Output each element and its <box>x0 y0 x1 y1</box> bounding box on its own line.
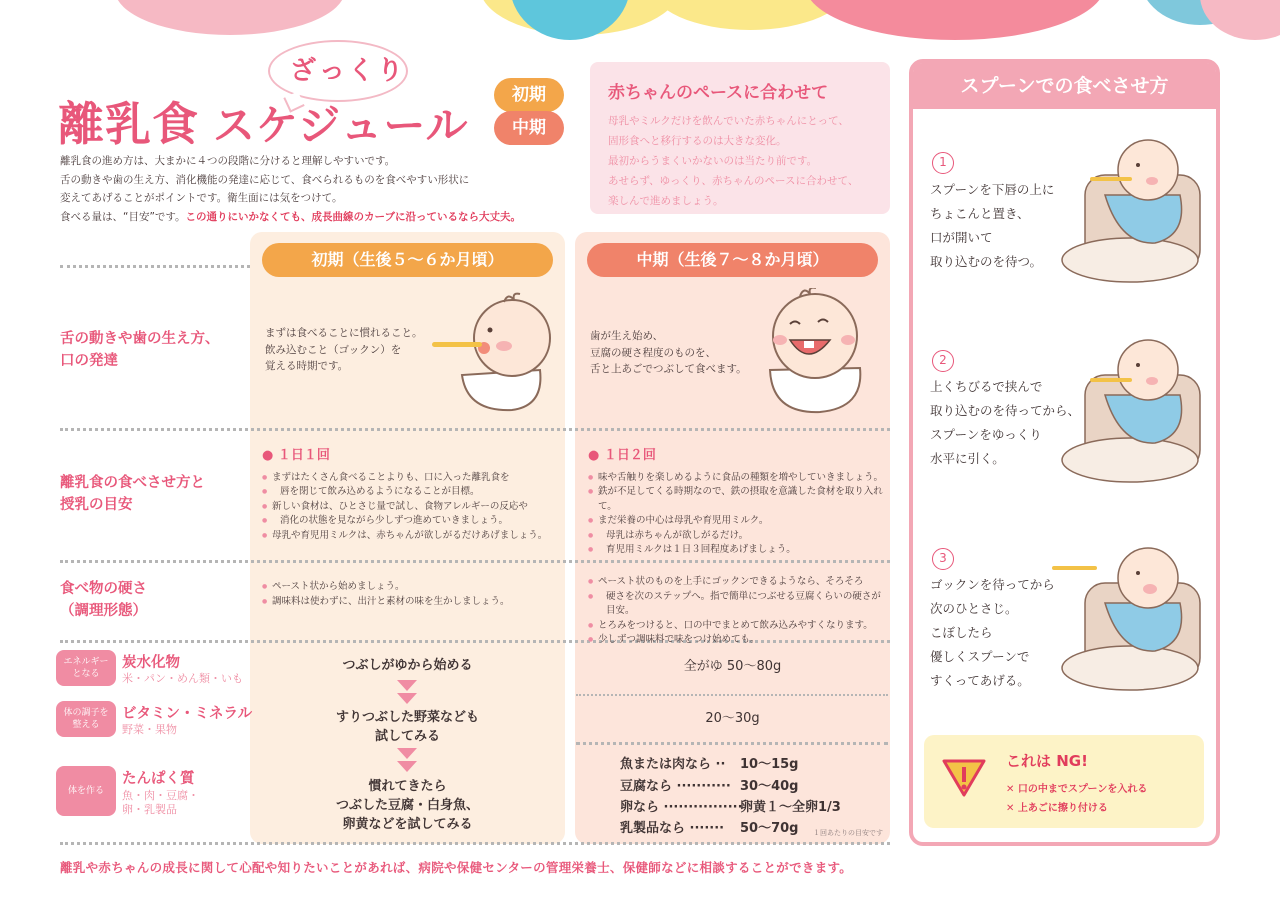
pace-line: 固形食へと移行するのは大きな変化。 <box>608 135 787 147</box>
list-item: ● 少しずつ調味料で味をつけ始めても。 <box>588 633 888 648</box>
early-feeding-lead: ● １日１回 <box>262 448 330 463</box>
pace-line: 楽しんで進めましょう。 <box>608 195 724 207</box>
pace-line: 最初からうまくいかないのは当たり前です。 <box>608 155 818 167</box>
middle-feeding <box>588 448 888 558</box>
decor-blob-coral <box>805 0 1105 40</box>
row-label: 豆腐なら ··········· <box>620 779 731 794</box>
row-label: 乳製品なら ······· <box>620 821 725 836</box>
intro-line4-red: この通りにいかなくても、成長曲線のカーブに沿っているなら大丈夫。 <box>185 210 522 223</box>
text-line: 覚える時期です。 <box>265 360 349 372</box>
list-item: ● ペースト状のものを上手にゴックンできるようなら、そろそろ <box>588 575 888 590</box>
arrow-down-icon <box>397 761 417 772</box>
decor-blob-blue <box>510 0 630 40</box>
text-line: すりつぶした野菜なども <box>335 710 479 725</box>
early-vitamin <box>270 708 545 746</box>
list-item: ● 母乳や育児用ミルクは、赤ちゃんが欲しがるだけあげましょう。 <box>262 529 562 544</box>
tag-line: 整える <box>72 720 100 730</box>
ng-title: これは NG! <box>1006 752 1088 770</box>
row-value: 30〜40g <box>740 779 799 794</box>
badge-early: 初期 <box>494 78 564 112</box>
early-feeding <box>262 448 562 543</box>
food-tag-body <box>56 766 116 816</box>
text-line: 飲み込むこと（ゴックン）を <box>265 343 402 356</box>
step-line: 水平に引く。 <box>930 451 1005 466</box>
step-line: こぼしたら <box>930 625 993 640</box>
food-sub-vitamins: 野菜・果物 <box>122 723 177 736</box>
list-item: ● 鉄が不足してくる時期なので、鉄の摂取を意識した食材を取り入れて。 <box>588 485 888 514</box>
bubble-text: ざっくり <box>290 56 407 86</box>
step-text <box>930 178 1054 274</box>
step-line: ちょこんと置き、 <box>930 206 1030 221</box>
decor-blob-pink <box>115 0 345 35</box>
step-line: すくってあげる。 <box>930 673 1030 688</box>
badge-middle: 中期 <box>494 111 564 145</box>
list-item: ● 新しい食材は、ひとさじ量で試し、食物アレルギーの反応や <box>262 500 562 515</box>
list-item: ● とろみをつけると、口の中でまとめて飲み込みやすくなります。 <box>588 619 888 634</box>
development-label <box>60 328 220 372</box>
text-line: 卵黄などを試してみる <box>342 817 473 832</box>
list-item: ● まずはたくさん食べることよりも、口に入った離乳食を <box>262 471 562 486</box>
decor-blob-pink-2 <box>1200 0 1280 40</box>
title-kana: スケジュール <box>213 101 469 150</box>
pace-box <box>590 62 890 214</box>
tag-line: となる <box>72 669 100 679</box>
list-item: ● 調味料は使わずに、出汁と素材の味を生かしましょう。 <box>262 595 562 610</box>
row-separator <box>60 560 890 563</box>
middle-feeding-list <box>588 471 888 558</box>
food-tag-energy <box>56 650 116 686</box>
early-development <box>265 325 445 375</box>
title-kanji: 離乳食 <box>58 97 199 151</box>
arrow-down-icon <box>397 693 417 704</box>
step-line: スプーンをゆっくり <box>930 427 1042 442</box>
list-item: ● 育児用ミルクは１日３回程度あげましょう。 <box>588 543 888 558</box>
step-number: 3 <box>932 548 954 570</box>
step-line: スプーンを下唇の上に <box>930 182 1055 197</box>
early-hardness-list <box>262 580 562 609</box>
food-sub-carbs: 米・パン・めん類・いも <box>122 672 243 685</box>
intro-line: 離乳食の進め方は、大まかに４つの段階に分けると理解しやすいです。 <box>60 155 396 167</box>
ng-item: ✕ 口の中までスプーンを入れる <box>1006 784 1148 795</box>
label-line: （調理形態） <box>60 603 147 619</box>
food-name-vitamins: ビタミン・ミネラル <box>122 706 253 722</box>
smiling-baby-illustration <box>760 288 875 418</box>
pace-line: 母乳やミルクだけを飲んでいた赤ちゃんにとって、 <box>608 115 849 127</box>
pace-title: 赤ちゃんのペースに合わせて <box>608 83 829 103</box>
intro-line: 舌の動きや歯の生え方、消化機能の発達に応じて、食べられるものを食べやすい形状に <box>60 173 470 186</box>
list-item: ● ペースト状から始めましょう。 <box>262 580 562 595</box>
intro-line4-plain: 食べる量は、“目安”です。 <box>60 210 186 223</box>
step-line: 取り込むのを待つ。 <box>930 254 1043 269</box>
baby-highchair-illustration <box>1060 125 1210 290</box>
step-line: 上くちびるで挟んで <box>930 379 1043 394</box>
protein-row <box>620 817 799 836</box>
text-line: 豆腐の硬さ程度のものを、 <box>590 346 716 359</box>
list-item: ● 唇を閉じて飲み込めるようになることが目標。 <box>262 485 562 500</box>
text-line: 歯が生え始め、 <box>590 330 664 342</box>
step-line: 取り込むのを待ってから、 <box>930 403 1081 418</box>
label-line: 舌の動きや歯の生え方、 <box>60 331 220 347</box>
list-item: ● 消化の状態を見ながら少しずつ進めていきましょう。 <box>262 514 562 529</box>
intro-line <box>60 208 580 227</box>
step-line: 口が開いて <box>930 230 993 245</box>
early-header: 初期（生後５〜６か月頃） <box>262 243 553 277</box>
early-hardness <box>262 580 562 609</box>
row-separator <box>60 842 890 845</box>
text-line: 試してみる <box>374 729 440 744</box>
early-carb: つぶしがゆから始める <box>342 658 473 673</box>
food-name-protein: たんぱく質 <box>122 771 195 787</box>
step-line: 優しくスプーンで <box>930 649 1030 664</box>
label-line: 離乳食の食べさせ方と <box>60 475 205 491</box>
list-item: ● 母乳は赤ちゃんが欲しがるだけ。 <box>588 529 888 544</box>
hardness-label <box>60 578 147 622</box>
arrow-down-icon <box>397 680 417 691</box>
middle-header: 中期（生後７〜８か月頃） <box>587 243 878 277</box>
warning-icon <box>942 757 986 799</box>
step-number: 1 <box>932 152 954 174</box>
intro-line: 変えてあげることがポイントです。衛生面には気をつけて。 <box>60 192 343 204</box>
label-line: 授乳の目安 <box>60 497 133 513</box>
list-item: ● 味や舌触りを楽しめるように食品の種類を増やしていきましょう。 <box>588 471 888 486</box>
pace-line: あせらず、ゆっくり、赤ちゃんのペースに合わせて、 <box>608 175 859 187</box>
protein-row <box>620 753 799 772</box>
tag-line: 体の調子を <box>63 708 109 718</box>
step-number: 2 <box>932 350 954 372</box>
early-protein <box>270 777 545 834</box>
middle-hardness <box>588 575 888 648</box>
row-separator <box>60 428 890 431</box>
arrow-down-icon <box>397 748 417 759</box>
pace-body <box>608 111 872 211</box>
row-label: 魚または肉なら ·· <box>620 757 726 772</box>
text-line: つぶした豆腐・白身魚、 <box>335 798 479 813</box>
middle-hardness-list <box>588 575 888 648</box>
page-title <box>58 88 468 154</box>
row-value: 10〜15g <box>740 757 799 772</box>
early-feeding-list <box>262 471 562 544</box>
baby-face-illustration <box>432 290 557 415</box>
list-item: ● まだ栄養の中心は母乳や育児用ミルク。 <box>588 514 888 529</box>
row-separator <box>60 265 250 268</box>
food-name-carbs: 炭水化物 <box>122 655 180 671</box>
baby-highchair-illustration <box>1050 538 1210 698</box>
tag-line: エネルギー <box>63 657 109 667</box>
label-line: 口の発達 <box>60 353 118 369</box>
list-item: ● 硬さを次のステップへ。指で簡単につぶせる豆腐くらいの硬さが目安。 <box>588 590 888 619</box>
text-line: まずは食べることに慣れること。 <box>265 327 423 339</box>
middle-vitamin: 20〜30g <box>705 711 760 726</box>
row-value: 50〜70g <box>740 821 799 836</box>
spoon-panel-title: スプーンでの食べさせ方 <box>913 63 1216 109</box>
step-line: 次のひとさじ。 <box>930 601 1018 616</box>
footer-note: 離乳や赤ちゃんの成長に関して心配や知りたいことがあれば、病院や保健センターの管理栄養士、保健師などに相談することができます。 <box>60 860 853 875</box>
row-label: 卵なら ················ <box>620 800 743 815</box>
step-text <box>930 375 1080 471</box>
tag-line: 体を作る <box>67 786 104 796</box>
feeding-label <box>60 472 205 516</box>
food-sub-protein <box>122 789 199 817</box>
sub-line: 魚・肉・豆腐・ <box>122 789 199 802</box>
amount-note: １回あたりの目安です <box>813 829 883 837</box>
middle-carb: 全がゆ 50〜80g <box>683 659 782 674</box>
protein-row <box>620 796 841 815</box>
middle-feeding-lead: ● １日２回 <box>588 448 656 463</box>
step-line: ゴックンを待ってから <box>930 577 1055 592</box>
row-value: 卵黄１〜全卵1/3 <box>740 800 841 815</box>
food-tag-condition <box>56 701 116 737</box>
intro-text <box>60 152 580 226</box>
row-separator <box>576 742 888 745</box>
row-separator <box>576 694 888 696</box>
text-line: 慣れてきたら <box>368 779 447 794</box>
baby-highchair-illustration <box>1060 330 1210 490</box>
ng-item: ✕ 上あごに擦り付ける <box>1006 803 1108 814</box>
text-line: 舌と上あごでつぶして食べます。 <box>590 363 747 375</box>
sub-line: 卵・乳製品 <box>122 803 177 816</box>
step-text <box>930 573 1055 693</box>
label-line: 食べ物の硬さ <box>60 581 147 597</box>
protein-row <box>620 775 799 794</box>
